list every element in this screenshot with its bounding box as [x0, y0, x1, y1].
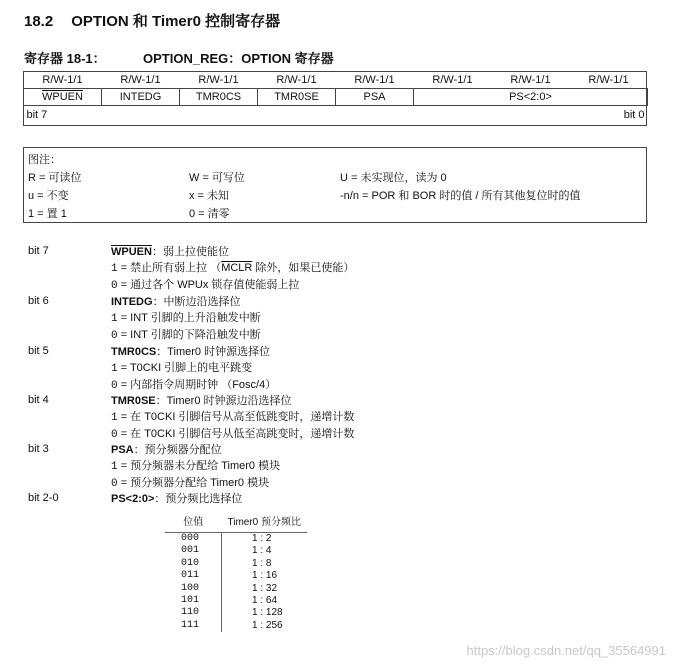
prescaler-table — [165, 513, 307, 632]
field-psa: PSA — [336, 89, 414, 106]
legend-item: U = 未实现位，读为 0 — [340, 172, 447, 184]
field-wpuen: WPUEN — [24, 89, 102, 106]
field-ps: PS<2:0> — [414, 89, 648, 106]
legend-item: -n/n = POR 和 BOR 时的值 / 所有其他复位时的值 — [340, 190, 581, 202]
table-row — [165, 558, 307, 570]
bit-value: 011 — [165, 570, 222, 582]
rate: 1 : 256 — [252, 619, 283, 631]
access-cell: R/W-1/1 — [276, 73, 317, 86]
rate: 1 : 2 — [252, 533, 272, 544]
register-label: 寄存器 18-1： — [24, 51, 106, 66]
rate: 1 : 64 — [252, 595, 278, 607]
bit-value: 001 — [165, 545, 222, 557]
access-cell: R/W-1/1 — [42, 73, 83, 86]
rate: 1 : 128 — [252, 607, 283, 619]
bit-label: bit 5 — [28, 345, 49, 357]
legend-item: u = 不变 — [28, 190, 69, 202]
bit-desc-ps: PS<2:0>：预分频比选择位 — [111, 493, 243, 505]
legend-title: 图注： — [28, 154, 61, 166]
rate: 1 : 4 — [252, 545, 272, 557]
legend-item: R = 可读位 — [28, 172, 82, 184]
register-table — [23, 71, 648, 123]
access-row — [24, 71, 648, 89]
bit-value: 100 — [165, 583, 222, 595]
legend-item: x = 未知 — [189, 190, 230, 202]
field-row — [24, 89, 648, 106]
bit-desc-tmr0cs: TMR0CS：Timer0 时钟源选择位 1 = T0CKI 引脚上的电平跳变 0 = 内部指令周期时钟 （Fosc/4） — [111, 346, 277, 392]
section-number: 18.2 — [24, 13, 54, 30]
access-cell: R/W-1/1 — [510, 73, 551, 86]
rate: 1 : 32 — [252, 582, 278, 594]
legend-item: 0 = 清零 — [189, 208, 230, 220]
table-row — [165, 595, 307, 607]
rate: 1 : 8 — [252, 557, 272, 569]
bit-low: bit 0 — [623, 108, 645, 121]
bit-value: 101 — [165, 595, 222, 607]
bit-label: bit 4 — [28, 394, 49, 406]
access-cell: R/W-1/1 — [120, 73, 161, 86]
bit-label: bit 2-0 — [28, 492, 59, 504]
col-rate: Timer0 预分频比 — [222, 513, 308, 533]
bit-desc-tmr0se: TMR0SE：Timer0 时钟源边沿选择位 1 = 在 T0CKI 引脚信号从高至低跳变时，递增计数 0 = 在 T0CKI 引脚信号从低至高跳变时，递增计数 — [111, 395, 355, 441]
bit-value: 110 — [165, 607, 222, 619]
table-row — [165, 533, 307, 546]
access-cell: R/W-1/1 — [432, 73, 473, 86]
legend-item: 1 = 置 1 — [28, 208, 67, 220]
bit-value: 111 — [165, 620, 222, 632]
section-heading — [24, 10, 280, 31]
section-title: OPTION 和 Timer0 控制寄存器 — [71, 13, 281, 30]
watermark: https://blog.csdn.net/qq_35564991 — [466, 643, 666, 658]
table-row — [165, 620, 307, 632]
field-tmr0cs: TMR0CS — [180, 89, 258, 106]
register-name: OPTION_REG：OPTION 寄存器 — [143, 51, 334, 66]
bit-value: 010 — [165, 558, 222, 570]
field-tmr0se: TMR0SE — [258, 89, 336, 106]
legend-box — [23, 147, 647, 223]
bit-label: bit 3 — [28, 443, 49, 455]
access-cell: R/W-1/1 — [198, 73, 239, 86]
field-intedg: INTEDG — [102, 89, 180, 106]
bit-label: bit 6 — [28, 295, 49, 307]
access-cell: R/W-1/1 — [354, 73, 395, 86]
bit-desc-wpuen: WPUEN：弱上拉使能位 1 = 禁止所有弱上拉 （MCLR 除外，如果已使能） 0 = 通过各个 WPUx 锁存值使能弱上拉 — [111, 246, 355, 292]
bit-value: 000 — [165, 533, 222, 546]
table-row — [165, 545, 307, 557]
bit-label: bit 7 — [28, 245, 49, 257]
table-row — [165, 583, 307, 595]
bit-range-row — [24, 106, 648, 124]
legend-item: W = 可写位 — [189, 172, 245, 184]
table-row — [165, 607, 307, 619]
col-bit-value: 位值 — [165, 513, 222, 533]
table-row — [165, 570, 307, 582]
bit-high: bit 7 — [26, 108, 48, 121]
rate: 1 : 16 — [252, 570, 278, 582]
bit-desc-psa: PSA：预分频器分配位 1 = 预分频器未分配给 Timer0 模块 0 = 预分频器分配给 Timer0 模块 — [111, 444, 281, 490]
bit-desc-intedg: INTEDG：中断边沿选择位 1 = INT 引脚的上升沿触发中断 0 = INT 引脚的下降沿触发中断 — [111, 296, 261, 342]
access-cell: R/W-1/1 — [588, 73, 629, 86]
